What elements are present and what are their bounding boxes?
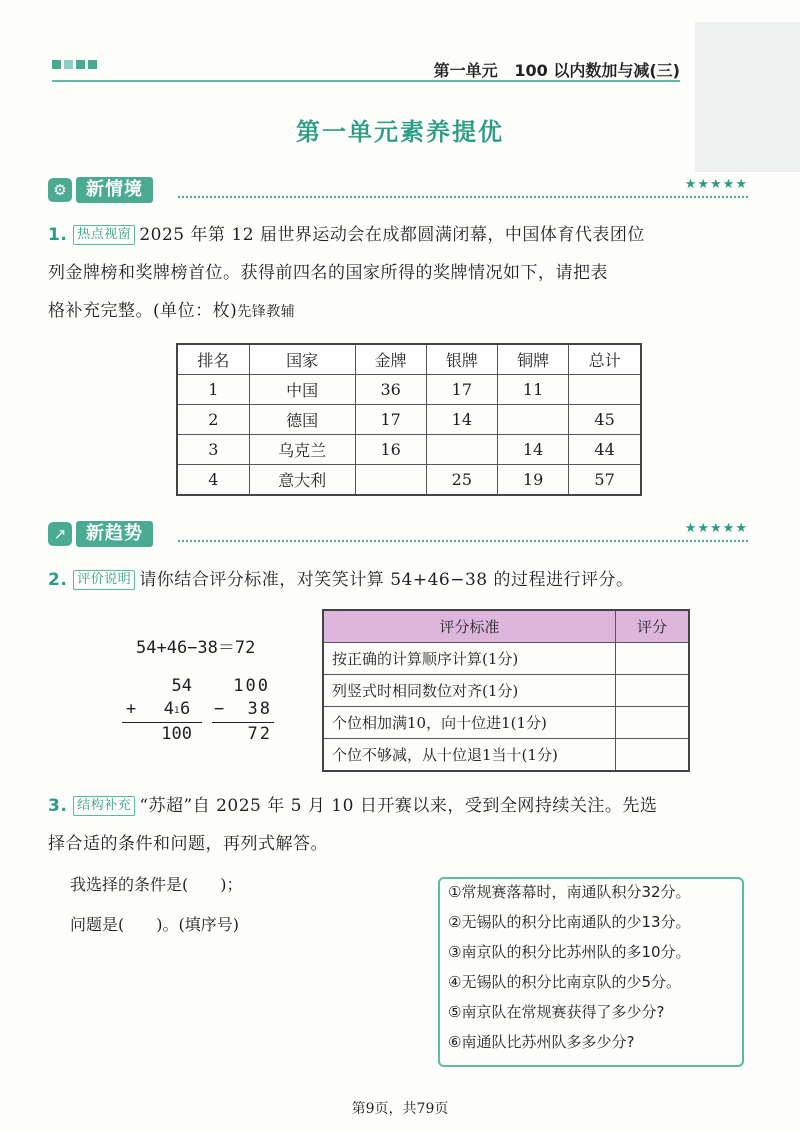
table-row: [177, 405, 641, 435]
minus-sign: −: [214, 699, 225, 719]
trend-arrow-icon: ↗: [48, 522, 72, 546]
section-label: 新趋势: [76, 521, 153, 547]
running-header: [434, 58, 680, 81]
col-header: 评分: [616, 610, 690, 643]
blank-cell[interactable]: [497, 405, 568, 435]
calc-rule: [122, 722, 202, 723]
option-item: ③南京队的积分比苏州队的多10分。: [448, 943, 691, 961]
question-answer-line[interactable]: 问题是( )。(填序号): [70, 915, 239, 934]
table-cell: 16: [355, 435, 426, 465]
table-cell: 1: [177, 375, 249, 405]
option-item: ①常规赛落幕时，南通队积分32分。: [448, 883, 691, 901]
section-label: 新情境: [76, 177, 153, 203]
sum-result: 100: [161, 724, 192, 744]
question-3: [48, 787, 752, 863]
page-edge-shadow: [695, 22, 800, 172]
table-row: [323, 675, 689, 707]
col-header: 排名: [177, 344, 249, 375]
table-cell: 17: [355, 405, 426, 435]
table-cell: 德国: [249, 405, 355, 435]
blank-cell[interactable]: [355, 465, 426, 496]
table-row: [177, 465, 641, 496]
criterion-cell: 列竖式时相同数位对齐(1分): [323, 675, 616, 707]
addend-bottom-ones: 6: [180, 699, 191, 719]
q1-text-3: 格补充完整。(单位：枚): [48, 301, 238, 321]
table-row: [323, 707, 689, 739]
calc-rule: [212, 722, 274, 723]
publisher-note: 先锋教辅: [237, 304, 296, 320]
table-cell: 2: [177, 405, 249, 435]
table-cell: 44: [569, 435, 641, 465]
question-number: 1.: [48, 225, 68, 245]
col-header: 国家: [249, 344, 355, 375]
dotted-rule: [178, 540, 748, 542]
section-banner-new-context: [48, 175, 748, 205]
question-2: [48, 561, 752, 599]
section-banner-new-trend: [48, 519, 748, 549]
table-cell: 19: [497, 465, 568, 496]
table-row: [177, 435, 641, 465]
page-title: 第一单元素养提优: [296, 118, 504, 146]
table-cell: 45: [569, 405, 641, 435]
dotted-rule: [178, 196, 748, 198]
q1-line-1: [48, 216, 752, 254]
col-header: 银牌: [426, 344, 497, 375]
table-cell: 意大利: [249, 465, 355, 496]
criterion-cell: 按正确的计算顺序计算(1分): [323, 643, 616, 675]
question-number: 3.: [48, 796, 68, 816]
criterion-cell: 个位相加满10，向十位进1(1分): [323, 707, 616, 739]
q3-line-1: [48, 787, 752, 825]
table-header-row: [177, 344, 641, 375]
criterion-cell: 个位不够减，从十位退1当十(1分): [323, 739, 616, 772]
table-cell: 25: [426, 465, 497, 496]
col-header: 金牌: [355, 344, 426, 375]
table-row: [177, 375, 641, 405]
table-cell: 4: [177, 465, 249, 496]
col-header: 总计: [569, 344, 641, 375]
blank-cell[interactable]: [569, 375, 641, 405]
student-equation: 54+46−38＝72: [136, 638, 256, 658]
header-rule: [52, 80, 680, 82]
carry-mark: 1: [174, 706, 180, 716]
options-box: [438, 877, 744, 1067]
table-cell: 11: [497, 375, 568, 405]
table-cell: 3: [177, 435, 249, 465]
question-1: [48, 216, 752, 331]
addend-bottom-tens: 4: [163, 699, 174, 719]
q1-line-3: [48, 292, 752, 331]
option-item: ④无锡队的积分比南京队的少5分。: [448, 973, 681, 991]
scoring-table: [322, 609, 690, 772]
score-cell[interactable]: [616, 675, 690, 707]
medal-table: [176, 343, 642, 496]
question-number: 2.: [48, 570, 68, 590]
q2-text: 请你结合评分标准，对笑笑计算 54+46−38 的过程进行评分。: [139, 570, 634, 590]
score-cell[interactable]: [616, 643, 690, 675]
q1-text: 2025 年第 12 届世界运动会在成都圆满闭幕，中国体育代表团位: [139, 225, 645, 245]
question-tag: 评价说明: [73, 570, 135, 590]
table-cell: 14: [426, 405, 497, 435]
score-cell[interactable]: [616, 739, 690, 772]
table-cell: 36: [355, 375, 426, 405]
table-cell: 中国: [249, 375, 355, 405]
q3-text: “苏超”自 2025 年 5 月 10 日开赛以来，受到全网持续关注。先选: [139, 796, 658, 816]
addend-top: 54: [171, 676, 192, 696]
difficulty-stars: ★★★★★: [684, 521, 748, 536]
plus-sign: +: [126, 699, 137, 719]
table-cell: 乌克兰: [249, 435, 355, 465]
page-footer: 第9页，共79页: [351, 1101, 449, 1117]
option-item: ⑤南京队在常规赛获得了多少分?: [448, 1003, 665, 1021]
table-cell: 14: [497, 435, 568, 465]
minuend: 100: [233, 676, 270, 696]
question-tag: 热点视窗: [73, 225, 135, 245]
question-tag: 结构补充: [73, 796, 135, 816]
col-header: 评分标准: [323, 610, 616, 643]
q3-line-2: 择合适的条件和问题，再列式解答。: [48, 834, 328, 854]
subtrahend: 38: [247, 699, 272, 719]
option-item: ⑥南通队比苏州队多多少分?: [448, 1033, 635, 1051]
table-header-row: [323, 610, 689, 643]
table-row: [323, 739, 689, 772]
difficulty-stars: ★★★★★: [684, 177, 748, 192]
table-cell: 57: [569, 465, 641, 496]
option-item: ②无锡队的积分比南通队的少13分。: [448, 913, 691, 931]
table-row: [323, 643, 689, 675]
condition-answer-line[interactable]: 我选择的条件是( )；: [70, 875, 243, 894]
score-cell[interactable]: [616, 707, 690, 739]
header-topic: 100 以内数加与减(三): [514, 61, 680, 80]
header-decor-squares: [52, 60, 97, 69]
gear-icon: ⚙: [48, 178, 72, 202]
table-cell: 17: [426, 375, 497, 405]
header-unit: 第一单元: [433, 61, 498, 80]
blank-cell[interactable]: [426, 435, 497, 465]
difference-result: 72: [247, 724, 272, 744]
q1-line-2: 列金牌榜和奖牌榜首位。获得前四名的国家所得的奖牌情况如下，请把表: [48, 263, 608, 283]
col-header: 铜牌: [497, 344, 568, 375]
